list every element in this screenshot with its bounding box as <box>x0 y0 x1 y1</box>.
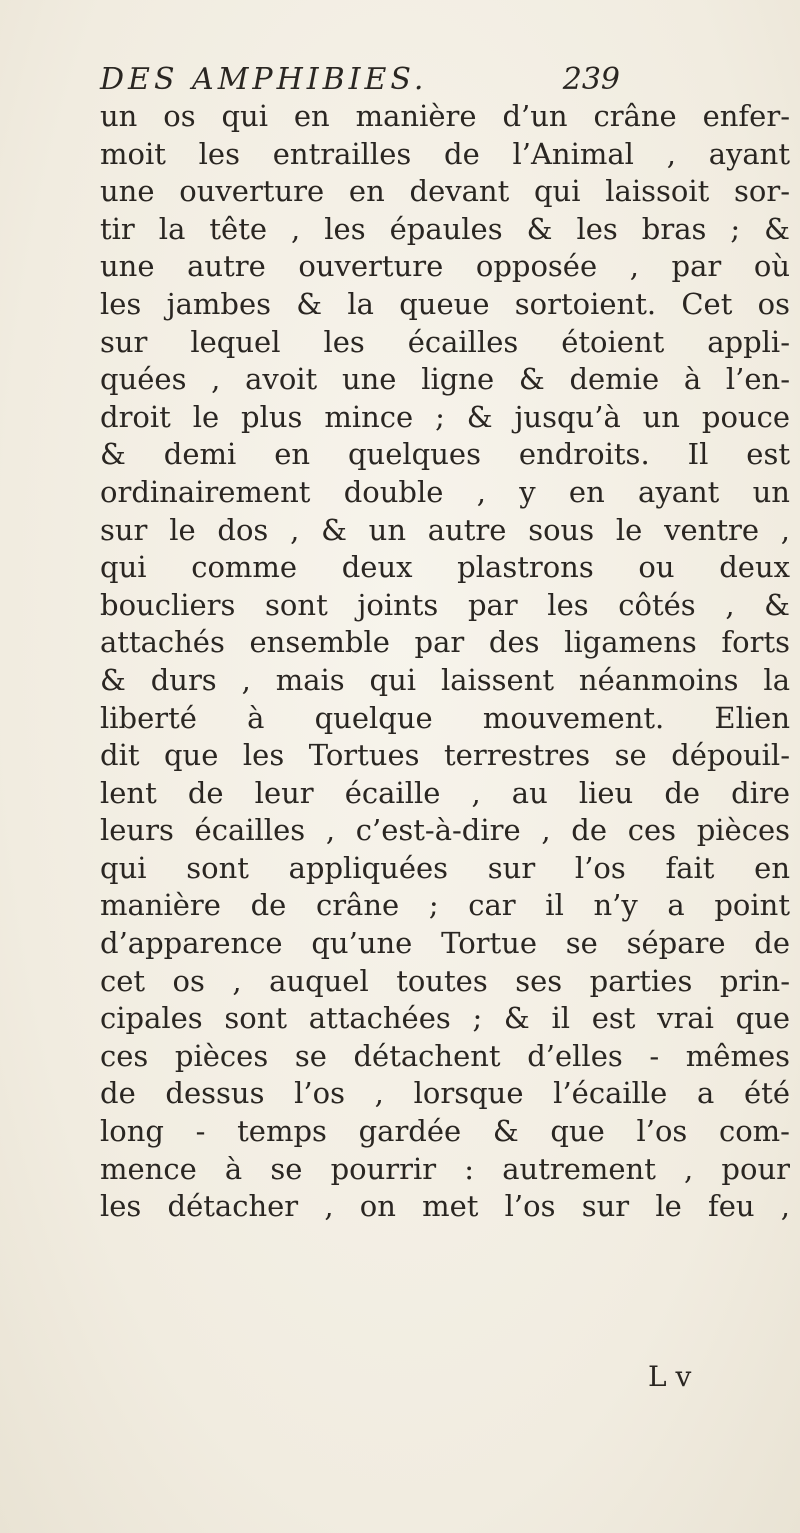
text-line: cet os , auquel toutes ses parties prin- <box>100 963 790 998</box>
text-line: lent de leur écaille , au lieu de dire <box>100 775 790 810</box>
text-line: ces pièces se détachent d’elles - mêmes <box>100 1038 790 1073</box>
signature-mark: L v <box>648 1360 692 1393</box>
text-line: droit le plus mince ; & jusqu’à un pouce <box>100 399 790 434</box>
text-line: leurs écailles , c’est-à-dire , de ces pièces <box>100 813 790 848</box>
text-line: cipales sont attachées ; & il est vrai que <box>100 1001 790 1036</box>
text-line: quées , avoit une ligne & demie à l’en- <box>100 362 790 397</box>
page-number: 239 <box>562 62 620 97</box>
text-line: un os qui en manière d’un crâne enfer- <box>100 99 790 133</box>
text-line: manière de crâne ; car il n’y a point <box>100 888 790 923</box>
text-line: attachés ensemble par des ligamens forts <box>100 625 790 660</box>
text-line: mence à se pourrir : autrement , pour <box>100 1151 790 1186</box>
text-line: une ouverture en devant qui laissoit sor- <box>100 174 790 209</box>
text-line: les détacher , on met l’os sur le feu , <box>100 1189 790 1224</box>
text-line: & demi en quelques endroits. Il est <box>100 437 790 472</box>
text-line: ordinairement double , y en ayant un <box>100 474 790 509</box>
text-line: d’apparence qu’une Tortue se sépare de <box>100 926 790 961</box>
text-line: & durs , mais qui laissent néanmoins la <box>100 662 790 697</box>
running-title: DES AMPHIBIES. <box>100 62 428 97</box>
text-line: moit les entrailles de l’Animal , ayant <box>100 136 790 171</box>
text-line: de dessus l’os , lorsque l’écaille a été <box>100 1076 790 1111</box>
page-header <box>100 62 620 102</box>
text-line: sur le dos , & un autre sous le ventre , <box>100 512 790 547</box>
text-line: qui sont appliquées sur l’os fait en <box>100 850 790 885</box>
text-line: dit que les Tortues terrestres se dépouil- <box>100 738 790 773</box>
text-line: boucliers sont joints par les côtés , & <box>100 587 790 622</box>
text-line: une autre ouverture opposée , par où <box>100 249 790 284</box>
text-line: qui comme deux plastrons ou deux <box>100 550 790 585</box>
text-line: sur lequel les écailles étoient appli- <box>100 324 790 359</box>
text-line: liberté à quelque mouvement. Elien <box>100 700 790 735</box>
text-line: tir la tête , les épaules & les bras ; & <box>100 211 790 246</box>
text-line: long - temps gardée & que l’os com- <box>100 1114 790 1149</box>
body-text <box>100 98 790 1226</box>
text-line: les jambes & la queue sortoient. Cet os <box>100 286 790 321</box>
